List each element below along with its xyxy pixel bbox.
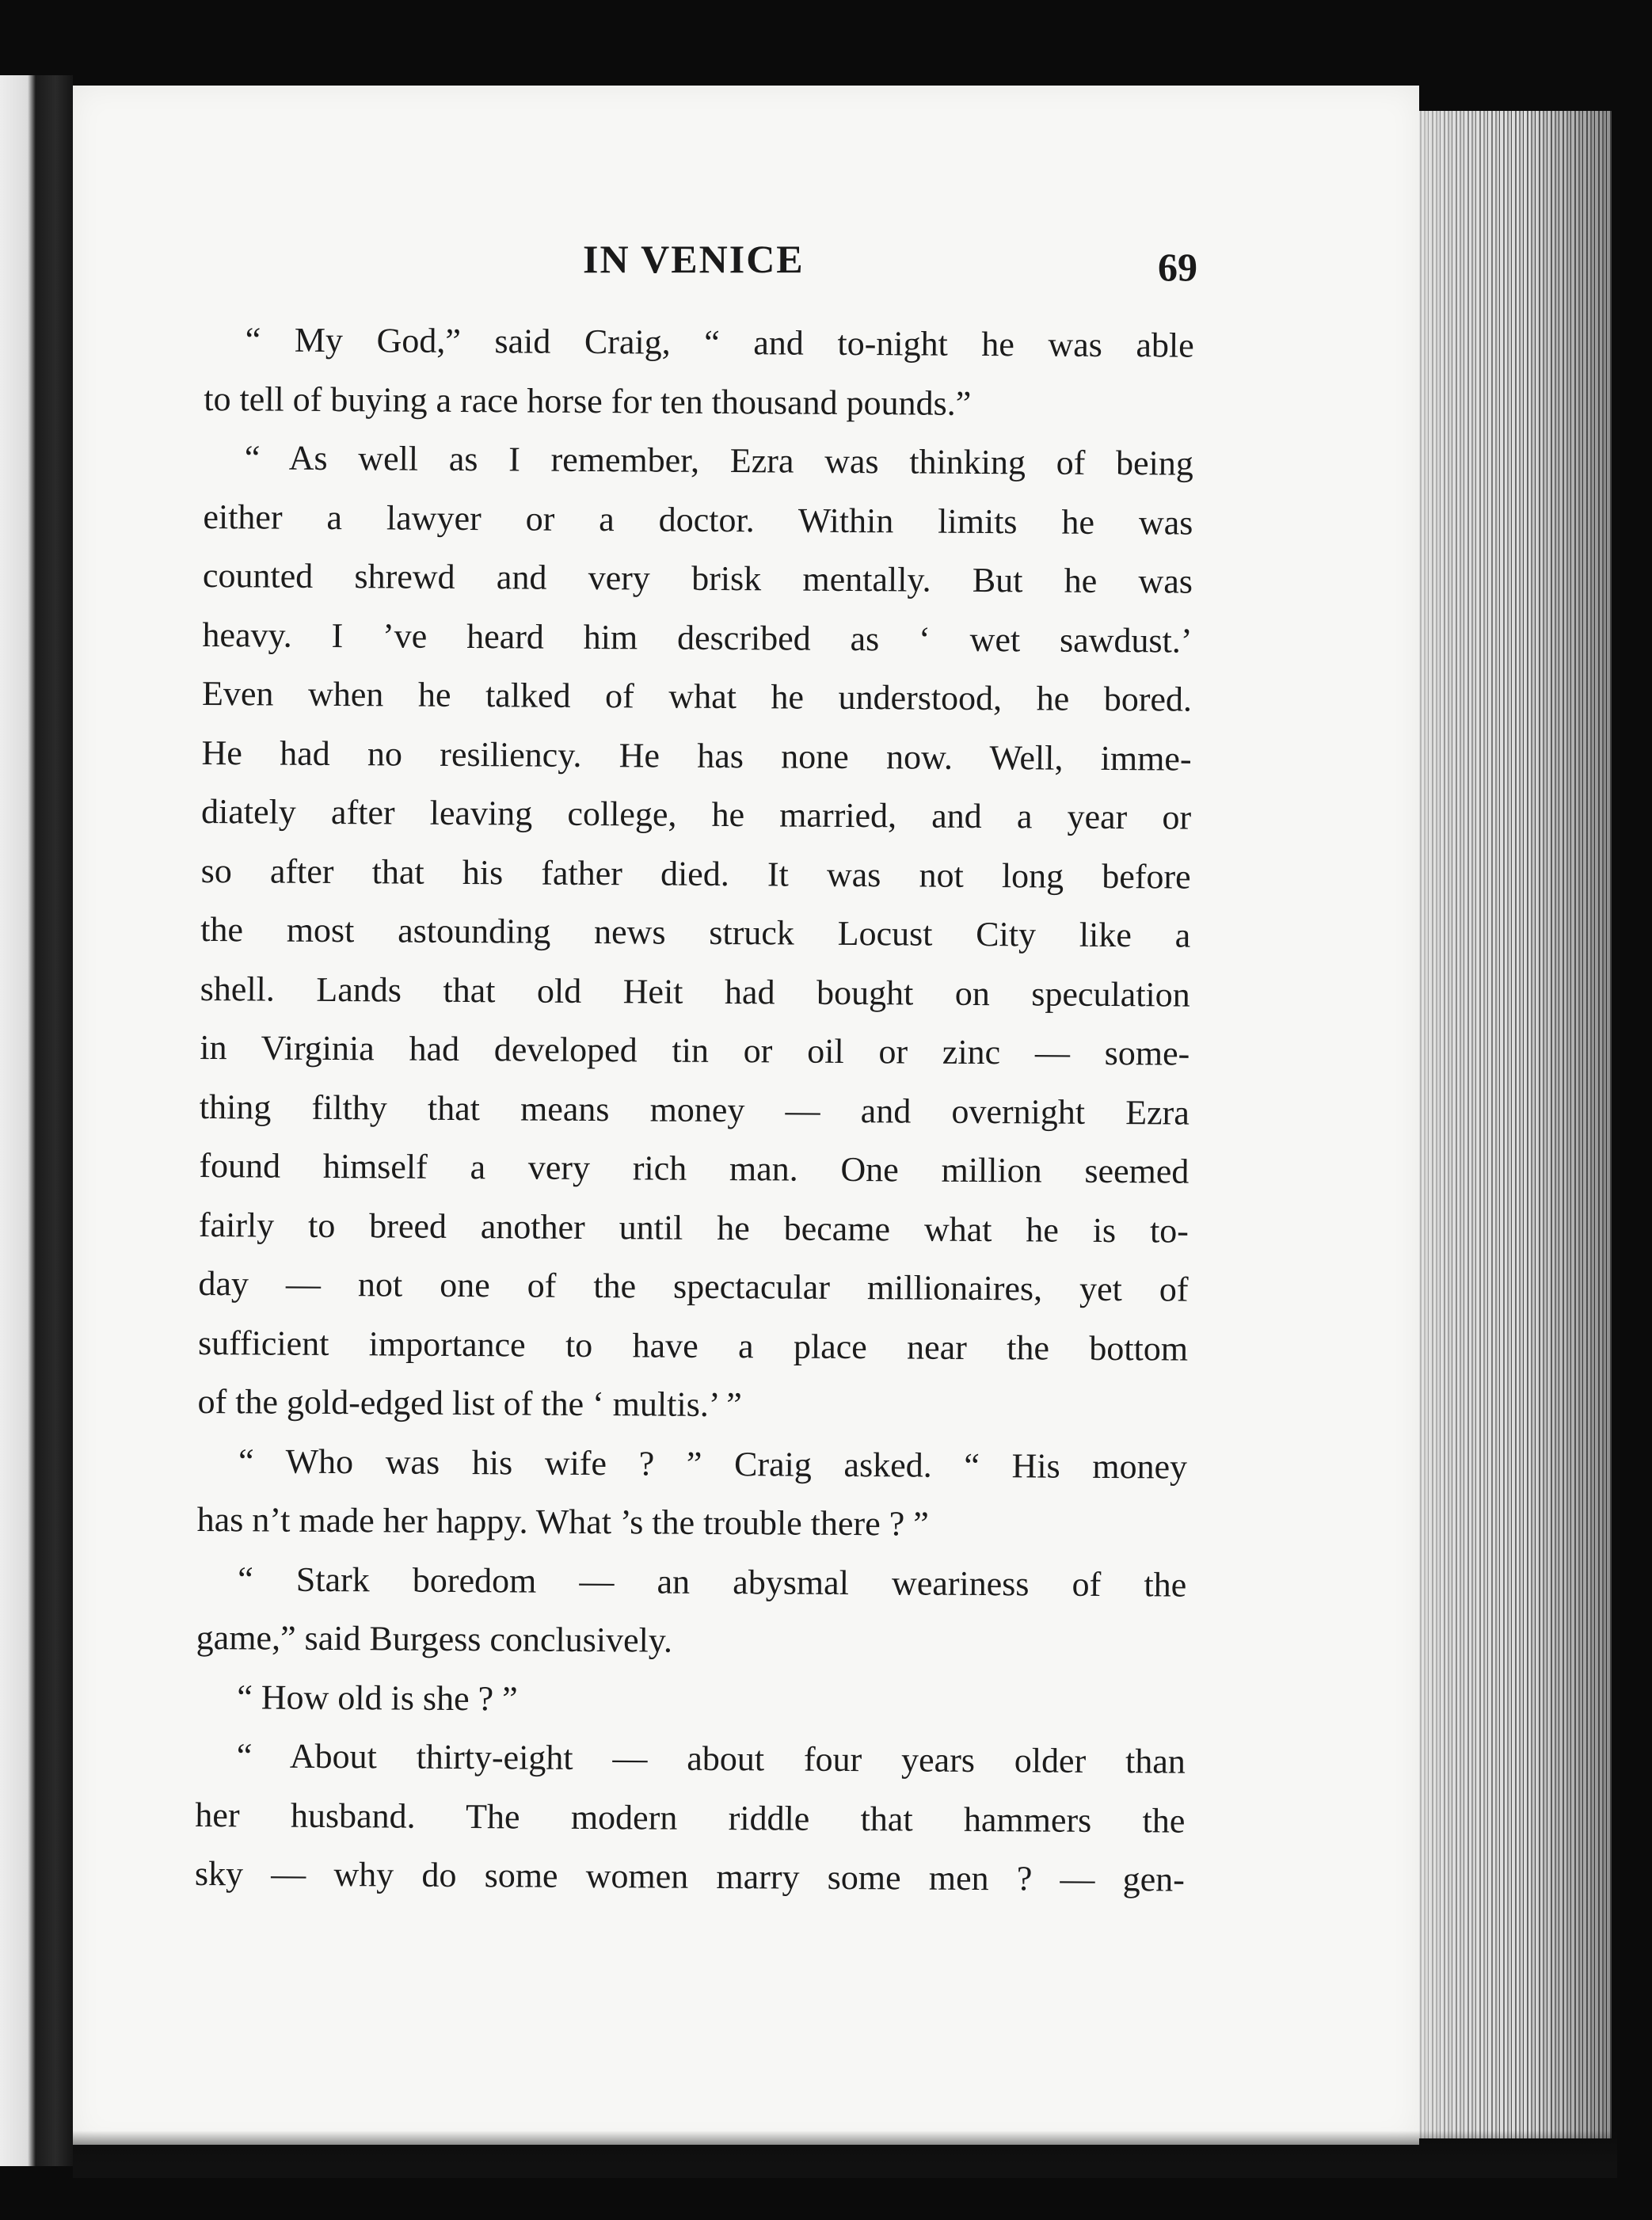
text-line: diately after leaving college, he married, and a year or	[200, 791, 1192, 837]
text-line: “ Who was his wife ? ” Craig asked. “ His money	[238, 1441, 1188, 1487]
text-line: sky — why do some women marry some men ? — gen-	[194, 1853, 1186, 1899]
text-line: counted shrewd and very brisk mentally. But he was	[202, 555, 1193, 601]
running-head: IN VENICE	[583, 237, 805, 281]
text-line: He had no resiliency. He has none now. Well, imme-	[201, 733, 1192, 779]
text-line: the most astounding news struck Locust City like a	[200, 909, 1191, 955]
text-line: fairly to breed another until he became what he is to-	[198, 1205, 1190, 1251]
body-text	[195, 310, 1194, 1910]
text-line: her husband. The modern riddle that hammers the	[195, 1795, 1186, 1841]
text-line: game,” said Burgess conclusively.	[196, 1617, 673, 1660]
stacked-page-edges	[1398, 111, 1612, 2138]
text-line: “ As well as I remember, Ezra was thinking of being	[244, 438, 1193, 483]
text-line: “ How old is she ? ”	[237, 1677, 518, 1718]
text-line: so after that his father died. It was not long before	[200, 851, 1191, 897]
text-line: “ About thirty-eight — about four years older than	[236, 1736, 1186, 1781]
text-line: found himself a very rich man. One million seemed	[199, 1145, 1190, 1191]
text-line: “ Stark boredom — an abysmal weariness of the	[238, 1559, 1187, 1605]
text-line: Even when he talked of what he understood, he bored.	[201, 673, 1193, 719]
text-line: has n’t made her happy. What ’s the trouble there ? ”	[196, 1499, 929, 1544]
text-line: in Virginia had developed tin or oil or zinc — some-	[200, 1027, 1190, 1073]
text-line: to tell of buying a race horse for ten thousand pounds.”	[204, 379, 972, 423]
text-line: of the gold-edged list of the ‘ multis.’ ”	[197, 1381, 742, 1425]
text-line: “ My God,” said Craig, “ and to-night he was able	[245, 320, 1194, 365]
book-binding-edge	[0, 75, 73, 2166]
text-line: heavy. I ’ve heard him described as ‘ wet sawdust.’	[202, 615, 1193, 661]
text-line: either a lawyer or a doctor. Within limits he was	[203, 497, 1193, 543]
text-line: shell. Lands that old Heit had bought on speculation	[200, 969, 1190, 1015]
page-number: 69	[1158, 245, 1197, 289]
text-line: thing filthy that means money — and overnight Ezra	[199, 1087, 1190, 1133]
page-bottom-shadow	[73, 2131, 1617, 2178]
text-line: sufficient importance to have a place near the bottom	[197, 1323, 1189, 1369]
text-line: day — not one of the spectacular millionaires, yet of	[198, 1263, 1189, 1309]
